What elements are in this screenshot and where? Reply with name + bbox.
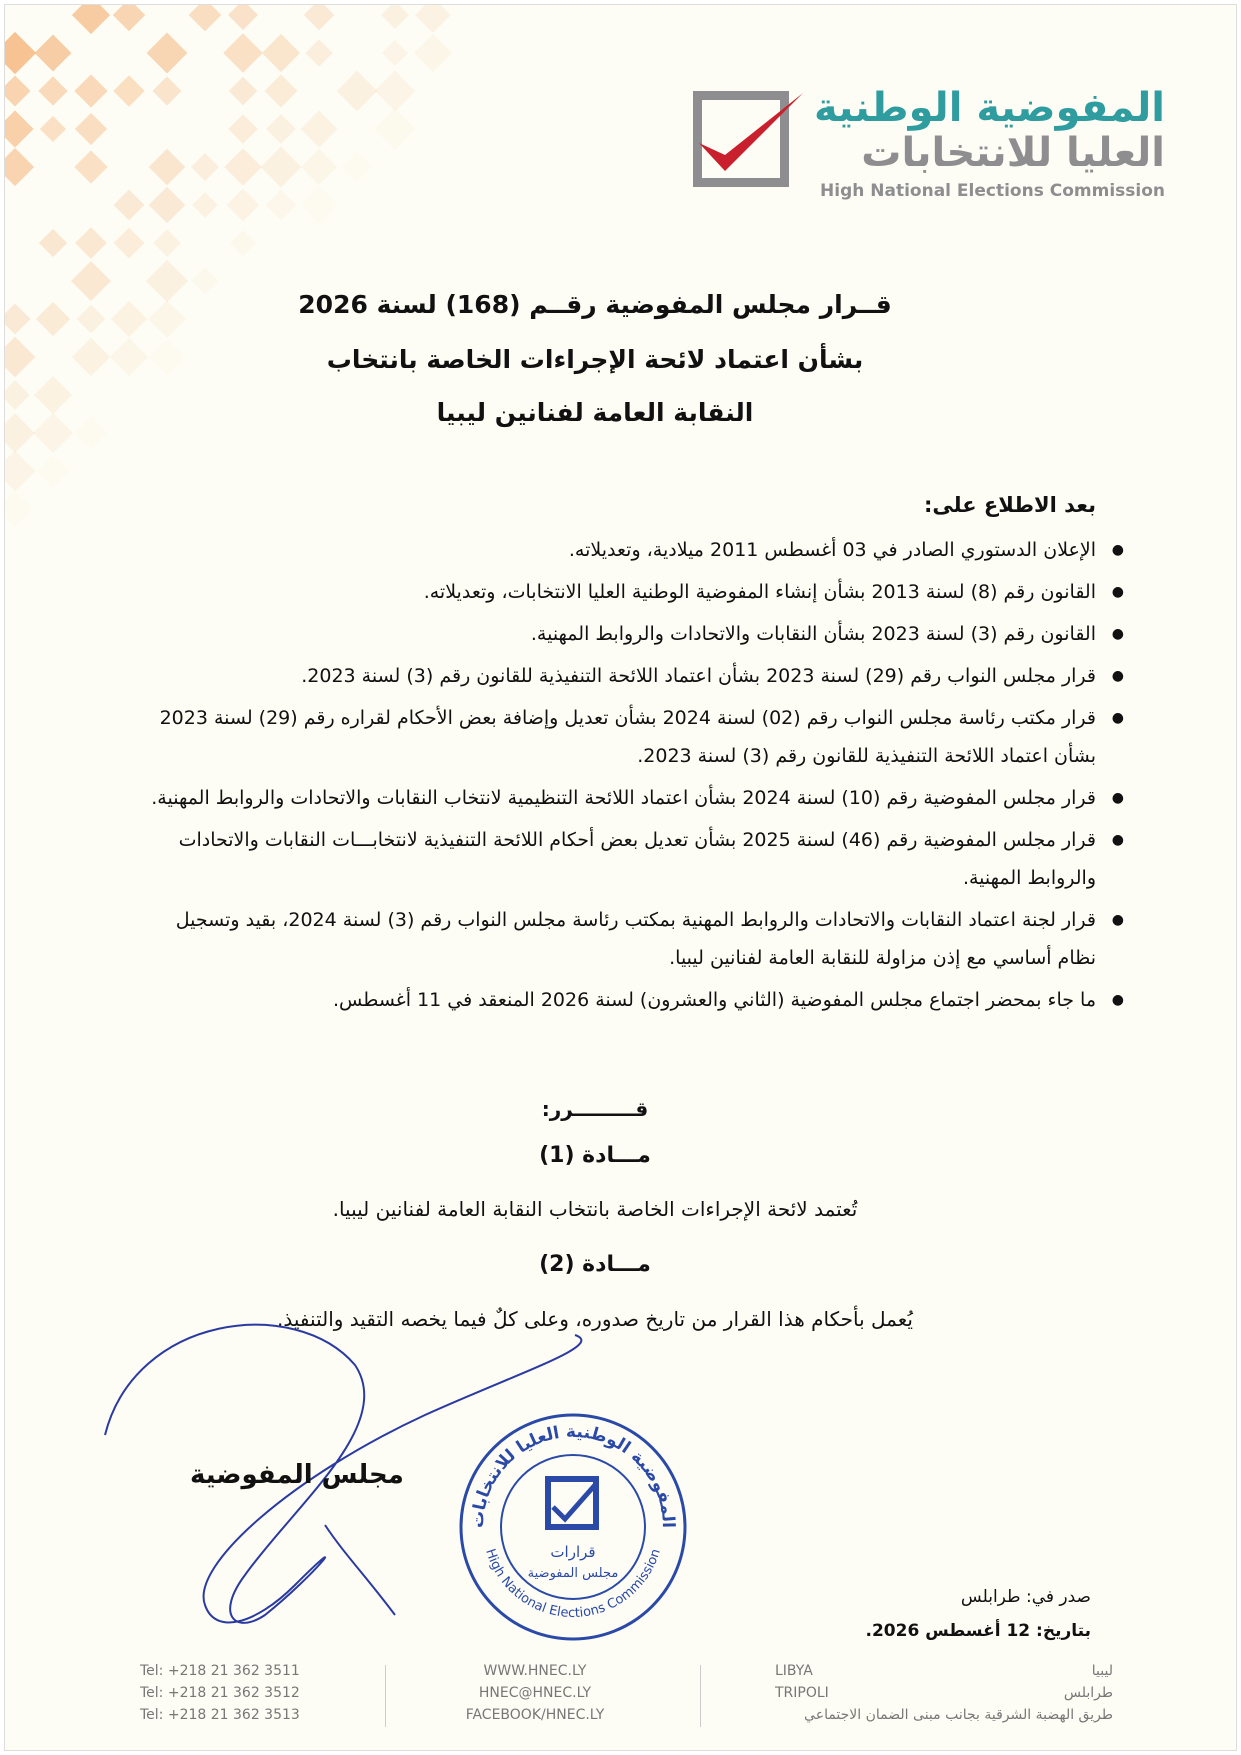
mosaic-diamond (382, 40, 408, 66)
mosaic-diamond (33, 413, 73, 453)
mosaic-diamond (75, 113, 107, 145)
reference-list (136, 531, 1124, 1019)
logo-arabic-line1: المفوضية الوطنية (814, 85, 1165, 131)
stamp-arabic-ring: المفوضية الوطنية العليا للانتخابات (467, 1421, 679, 1529)
mosaic-diamond (36, 302, 70, 336)
mosaic-diamond (228, 114, 258, 144)
mosaic-diamond (304, 5, 335, 30)
official-stamp (453, 1407, 693, 1647)
mosaic-diamond (337, 71, 378, 112)
footer (5, 1663, 1237, 1743)
decision-subtitle-line1: بشأن اعتماد لائحة الإجراءات الخاصة بانتخاب (326, 345, 864, 374)
mosaic-diamond (5, 303, 31, 334)
mosaic-diamond (75, 227, 107, 259)
phone-1: Tel: +218 21 362 3511 (140, 1663, 300, 1679)
mosaic-diamond (153, 77, 182, 106)
mosaic-diamond (38, 76, 67, 105)
list-item: ● قرار مجلس المفوضية رقم (10) لسنة 2024 بشأن اعتماد اللائحة التنظيمية لانتخاب النقابات والاتحادات والروابط المهنية. (136, 779, 1096, 817)
mosaic-diamond (5, 380, 30, 410)
mosaic-diamond (189, 5, 222, 31)
mosaic-diamond (342, 152, 372, 182)
footer-web (450, 1663, 620, 1729)
bullet-icon: ● (1111, 668, 1124, 684)
stamp-box-icon (548, 1479, 596, 1527)
mosaic-diamond (375, 71, 416, 112)
mosaic-diamond (223, 33, 263, 73)
hnec-logo (685, 85, 1165, 205)
email-link[interactable]: HNEC@HNEC.LY (478, 1685, 592, 1701)
website-link[interactable]: WWW.HNEC.LY (483, 1663, 587, 1679)
bullet-icon: ● (1111, 542, 1124, 558)
footer-location-ar (804, 1663, 1113, 1729)
list-item: ● الإعلان الدستوري الصادر في 03 أغسطس 2011 ميلادية، وتعديلاته. (136, 531, 1096, 569)
decision-subtitle-line2: النقابة العامة لفنانين ليبيا (436, 398, 754, 427)
bullet-icon: ● (1111, 992, 1124, 1008)
mosaic-diamond (301, 111, 338, 148)
mosaic-diamond (77, 305, 106, 334)
bullet-icon: ● (1111, 832, 1124, 848)
footer-divider (700, 1665, 701, 1727)
mosaic-diamond (229, 77, 258, 106)
mosaic-diamond (228, 5, 258, 30)
decision-title: قــرار مجلس المفوضية رقــم (168) لسنة 2026 (298, 290, 892, 319)
mosaic-diamond (34, 376, 72, 414)
mosaic-diamond (40, 116, 66, 142)
list-item: ● قرار لجنة اعتماد النقابات والاتحادات والروابط المهنية بمكتب رئاسة مجلس النواب رقم (3) لسنة 2024، بقيد وتسجيل نظام أساسي مع إذن مزاولة للنقابة العامة لفنانين ليبيا. (136, 901, 1096, 977)
bullet-icon: ● (1111, 584, 1124, 600)
mosaic-diamond (5, 450, 36, 491)
letter-page (4, 4, 1237, 1751)
issue-info (866, 1587, 1092, 1655)
mosaic-diamond (191, 153, 219, 181)
mosaic-diamond (5, 110, 34, 147)
bullet-icon: ● (1111, 912, 1124, 928)
mosaic-diamond (74, 74, 107, 107)
mosaic-diamond (114, 190, 145, 221)
phone-2: Tel: +218 21 362 3512 (140, 1685, 300, 1701)
mosaic-diamond (113, 5, 145, 31)
bullet-icon: ● (1111, 790, 1124, 806)
list-item: ● القانون رقم (3) لسنة 2023 بشأن النقابات والاتحادات والروابط المهنية. (136, 615, 1096, 653)
mosaic-diamond (149, 187, 185, 223)
country-en: LIBYA (775, 1663, 813, 1679)
mosaic-diamond (265, 189, 296, 220)
mosaic-diamond (149, 339, 185, 375)
decorative-mosaic (5, 5, 525, 525)
mosaic-diamond (111, 301, 147, 337)
mosaic-diamond (146, 260, 188, 302)
city-en: TRIPOLI (775, 1685, 829, 1701)
mosaic-diamond (114, 228, 145, 259)
list-item: ● قرار مكتب رئاسة مجلس النواب رقم (02) لسنة 2024 بشأن تعديل وإضافة بعض الأحكام لقراره رقم (29) لسنة 2023 بشأن اعتماد اللائحة التنفيذية للقانون رقم (3) لسنة 2023. (136, 699, 1096, 775)
stamp-check-icon (553, 1485, 595, 1519)
mosaic-diamond (414, 34, 452, 72)
mosaic-diamond (230, 230, 256, 256)
mosaic-diamond (75, 417, 107, 449)
mosaic-diamond (5, 413, 35, 452)
mosaic-diamond (300, 186, 337, 223)
checkmark-icon (685, 85, 815, 195)
logo-english: High National Elections Commission (820, 181, 1165, 201)
phone-3: Tel: +218 21 362 3513 (140, 1707, 300, 1723)
list-item: ● ما جاء بمحضر اجتماع مجلس المفوضية (الثاني والعشرون) لسنة 2026 المنعقد في 11 أغسطس. (136, 981, 1096, 1019)
mosaic-diamond (110, 338, 148, 376)
mosaic-diamond (5, 337, 35, 378)
mosaic-diamond (381, 5, 409, 29)
mosaic-diamond (5, 491, 33, 525)
stamp-english-ring: High National Elections Commission (482, 1547, 664, 1622)
mosaic-diamond (71, 261, 111, 301)
article-1-text: تُعتمد لائحة الإجراءات الخاصة بانتخاب النقابة العامة لفنانين ليبيا. (332, 1197, 858, 1221)
mosaic-diamond (5, 32, 36, 74)
mosaic-diamond (153, 229, 181, 257)
mosaic-diamond (5, 148, 34, 186)
mosaic-diamond (264, 74, 297, 107)
mosaic-diamond (148, 300, 185, 337)
decides-heading: قـــــــــرر: (541, 1097, 649, 1121)
address-ar: طريق الهضبة الشرقية بجانب مبنى الضمان الاجتماعي (804, 1707, 1113, 1723)
mosaic-diamond (262, 34, 300, 72)
mosaic-diamond (113, 75, 144, 106)
issue-date: بتاريخ: 12 أغسطس 2026. (865, 1621, 1091, 1641)
mosaic-diamond (34, 34, 71, 71)
mosaic-diamond (266, 114, 296, 144)
mosaic-diamond (301, 149, 337, 185)
preamble (136, 493, 1124, 1023)
logo-arabic-line2: العليا للانتخابات (861, 130, 1165, 176)
mosaic-diamond (374, 108, 415, 149)
mosaic-diamond (192, 192, 218, 218)
mosaic-diamond (305, 39, 332, 66)
mosaic-diamond (261, 147, 302, 188)
mosaic-diamond (5, 75, 31, 106)
bullet-icon: ● (1111, 626, 1124, 642)
article-2-text: يُعمل بأحكام هذا القرار من تاريخ صدوره، وعلى كلٌ فيما يخصه التقيد والتنفيذ. (277, 1307, 913, 1331)
mosaic-diamond (224, 148, 261, 185)
facebook-link[interactable]: FACEBOOK/HNEC.LY (465, 1707, 605, 1723)
mosaic-diamond (39, 229, 67, 257)
mosaic-diamond (74, 150, 107, 183)
list-item: ● قرار مجلس المفوضية رقم (46) لسنة 2025 بشأن تعديل بعض أحكام اللائحة التنفيذية لانتخابـــات النقابات والاتحادات والروابط المهنية. (136, 821, 1096, 897)
list-item: ● قرار مجلس النواب رقم (29) لسنة 2023 بشأن اعتماد اللائحة التنفيذية للقانون رقم (3) لسنة 2023. (136, 657, 1096, 695)
mosaic-diamond (37, 455, 68, 486)
bullet-icon: ● (1111, 710, 1124, 726)
preamble-intro: بعد الاطلاع على: (924, 493, 1096, 517)
stamp-center-line2: مجلس المفوضية (527, 1566, 619, 1581)
footer-phones (140, 1663, 300, 1729)
mosaic-diamond (415, 5, 450, 33)
issue-place: صدر في: طرابلس (960, 1587, 1091, 1607)
mosaic-diamond (72, 5, 110, 34)
mosaic-diamond (227, 189, 260, 222)
footer-divider (385, 1665, 386, 1727)
mosaic-diamond (72, 338, 110, 376)
signature-label: مجلس المفوضية (190, 1460, 404, 1490)
article-1-heading: مـــادة (1) (539, 1143, 651, 1168)
stamp-center-line1: قرارات (550, 1543, 596, 1561)
list-item: ● القانون رقم (8) لسنة 2013 بشأن إنشاء المفوضية الوطنية العليا الانتخابات، وتعديلاته. (136, 573, 1096, 611)
mosaic-diamond (149, 149, 185, 185)
article-2-heading: مـــادة (2) (539, 1252, 651, 1277)
country-ar: ليبيا (1091, 1663, 1113, 1679)
mosaic-diamond (147, 33, 188, 74)
city-ar: طرابلس (1063, 1685, 1113, 1701)
